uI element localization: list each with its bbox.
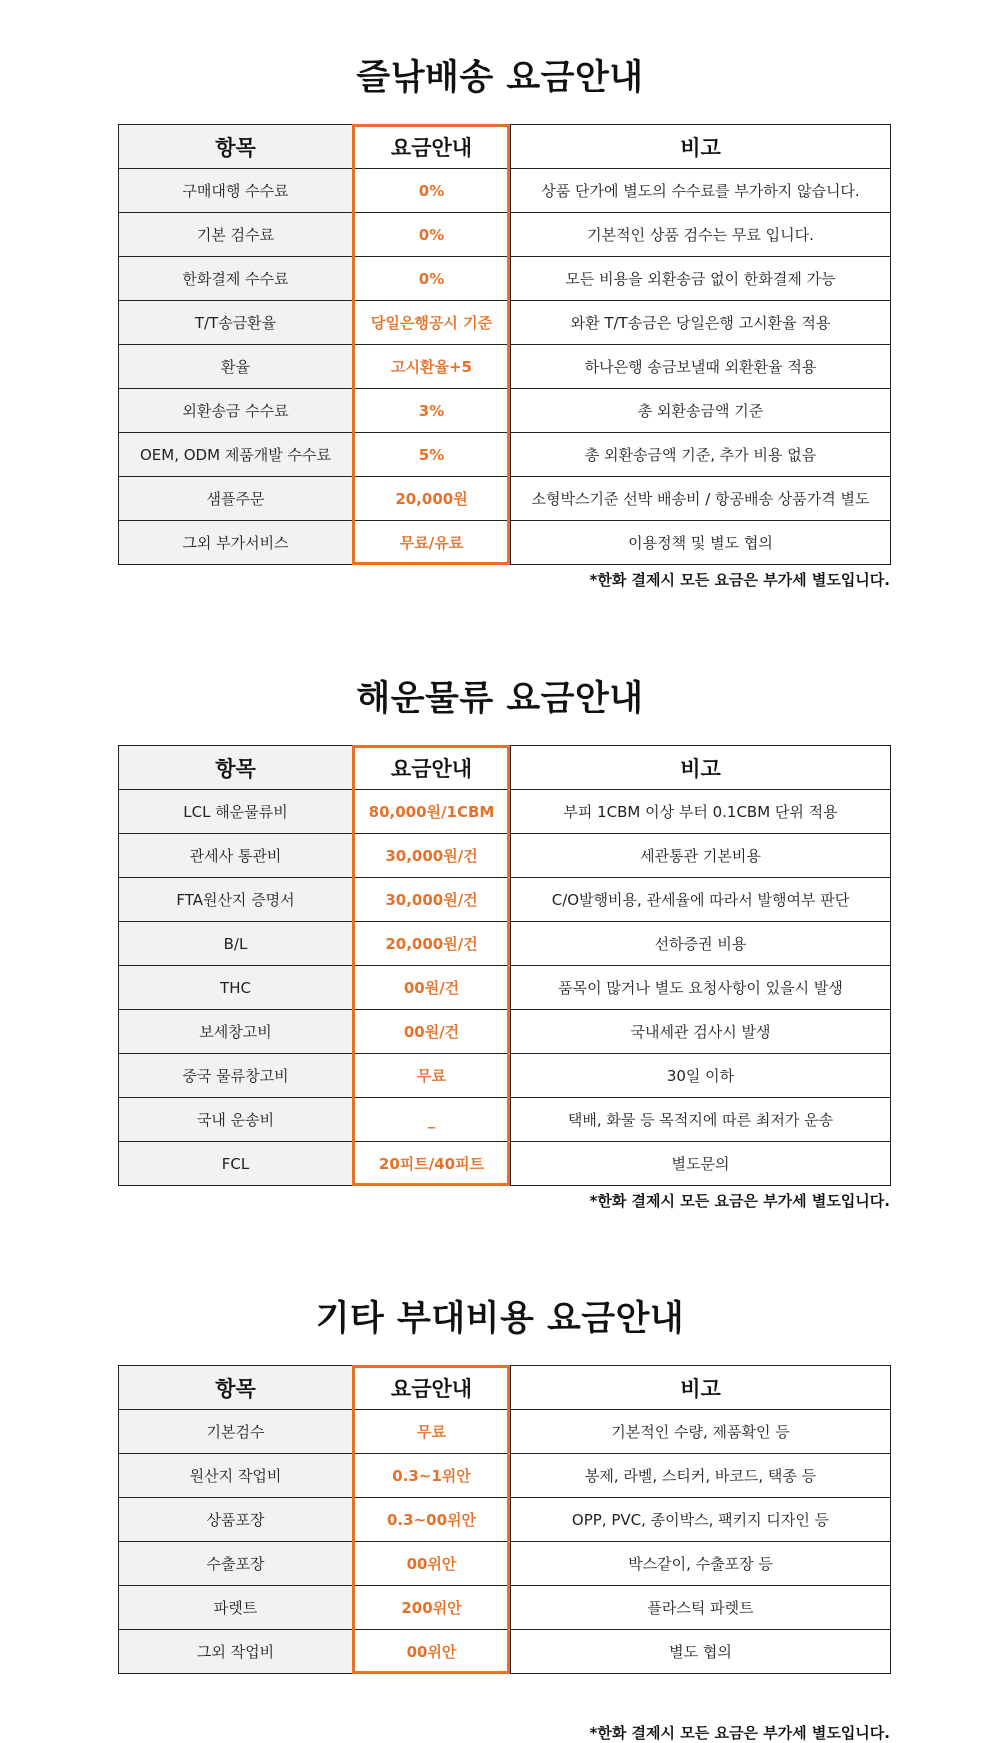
- row-note-cell: 플라스틱 파렛트: [511, 1586, 891, 1630]
- table-header-row: [119, 746, 891, 790]
- row-item-cell: 파렛트: [119, 1586, 353, 1630]
- table-row: [119, 433, 891, 477]
- row-price-cell: 0%: [353, 169, 511, 213]
- row-price-cell: 5%: [353, 433, 511, 477]
- row-price-cell: 0.3~00위안: [353, 1498, 511, 1542]
- extra-costs-title: 기타 부대비용 요금안내: [315, 1299, 685, 1339]
- row-price-cell: 00원/건: [353, 966, 511, 1010]
- row-note-cell: 별도문의: [511, 1142, 891, 1186]
- row-item-cell: 보세창고비: [119, 1010, 353, 1054]
- row-price-cell: 00위안: [353, 1542, 511, 1586]
- row-price-cell: 무료: [353, 1410, 511, 1454]
- table-row: [119, 1010, 891, 1054]
- row-note-cell: OPP, PVC, 종이박스, 팩키지 디자인 등: [511, 1498, 891, 1542]
- row-price-cell: 20,000원/건: [353, 922, 511, 966]
- row-item-cell: 구매대행 수수료: [119, 169, 353, 213]
- row-note-cell: 박스같이, 수출포장 등: [511, 1542, 891, 1586]
- row-price-cell: 80,000원/1CBM: [353, 790, 511, 834]
- row-item-cell: 중국 물류창고비: [119, 1054, 353, 1098]
- row-item-cell: 외환송금 수수료: [119, 389, 353, 433]
- row-note-cell: 소형박스기준 선박 배송비 / 항공배송 상품가격 별도: [511, 477, 891, 521]
- row-item-cell: LCL 해운물류비: [119, 790, 353, 834]
- row-note-cell: 상품 단가에 별도의 수수료를 부가하지 않습니다.: [511, 169, 891, 213]
- row-note-cell: 봉제, 라벨, 스티커, 바코드, 택종 등: [511, 1454, 891, 1498]
- row-item-cell: 수출포장: [119, 1542, 353, 1586]
- table-header-row: [119, 1366, 891, 1410]
- jeulnak-shipping-table: [118, 124, 891, 565]
- row-note-cell: C/O발행비용, 관세율에 따라서 발행여부 판단: [511, 878, 891, 922]
- row-price-cell: 20,000원: [353, 477, 511, 521]
- row-item-cell: 국내 운송비: [119, 1098, 353, 1142]
- row-price-cell: 0.3~1위안: [353, 1454, 511, 1498]
- row-note-cell: 국내세관 검사시 발생: [511, 1010, 891, 1054]
- row-note-cell: 기본적인 수량, 제품확인 등: [511, 1410, 891, 1454]
- row-price-cell: 200위안: [353, 1586, 511, 1630]
- table-row: [119, 966, 891, 1010]
- sea-logistics-table: [118, 745, 891, 1186]
- row-note-cell: 총 외환송금액 기준, 추가 비용 없음: [511, 433, 891, 477]
- row-note-cell: 세관통관 기본비용: [511, 834, 891, 878]
- row-note-cell: 품목이 많거나 별도 요청사항이 있을시 발생: [511, 966, 891, 1010]
- table-row: [119, 477, 891, 521]
- row-price-cell: 0%: [353, 213, 511, 257]
- row-item-cell: B/L: [119, 922, 353, 966]
- column-header-price: 요금안내: [353, 1366, 511, 1410]
- column-header-item: 항목: [119, 746, 353, 790]
- table-row: [119, 1410, 891, 1454]
- column-header-note: 비고: [511, 746, 891, 790]
- column-header-price: 요금안내: [353, 746, 511, 790]
- row-price-cell: _: [353, 1098, 511, 1142]
- table-row: [119, 169, 891, 213]
- row-note-cell: 별도 협의: [511, 1630, 891, 1674]
- table-row: [119, 834, 891, 878]
- row-note-cell: 30일 이하: [511, 1054, 891, 1098]
- sea-logistics-table-wrap: [118, 745, 890, 1186]
- column-header-item: 항목: [119, 1366, 353, 1410]
- column-header-note: 비고: [511, 1366, 891, 1410]
- row-item-cell: 관세사 통관비: [119, 834, 353, 878]
- table-row: [119, 1098, 891, 1142]
- row-item-cell: FCL: [119, 1142, 353, 1186]
- row-price-cell: 00위안: [353, 1630, 511, 1674]
- row-note-cell: 하나은행 송금보낼때 외환환율 적용: [511, 345, 891, 389]
- row-price-cell: 당일은행공시 기준: [353, 301, 511, 345]
- row-item-cell: 그외 작업비: [119, 1630, 353, 1674]
- table-row: [119, 1630, 891, 1674]
- table-row: [119, 922, 891, 966]
- row-price-cell: 0%: [353, 257, 511, 301]
- row-item-cell: 한화결제 수수료: [119, 257, 353, 301]
- row-price-cell: 30,000원/건: [353, 834, 511, 878]
- column-header-item: 항목: [119, 125, 353, 169]
- jeulnak-shipping-title: 즐낚배송 요금안내: [356, 58, 644, 98]
- vat-note: *한화 결제시 모든 요금은 부가세 별도입니다.: [589, 1192, 890, 1210]
- row-note-cell: 이용정책 및 별도 협의: [511, 521, 891, 565]
- row-item-cell: OEM, ODM 제품개발 수수료: [119, 433, 353, 477]
- table-row: [119, 1586, 891, 1630]
- jeulnak-shipping-section: [0, 52, 1000, 589]
- row-price-cell: 고시환율+5: [353, 345, 511, 389]
- table-row: [119, 1142, 891, 1186]
- sea-logistics-section: [0, 673, 1000, 1210]
- row-note-cell: 모든 비용을 외환송금 없이 한화결제 가능: [511, 257, 891, 301]
- row-note-cell: 총 외환송금액 기준: [511, 389, 891, 433]
- row-price-cell: 3%: [353, 389, 511, 433]
- table-row: [119, 1054, 891, 1098]
- vat-note: *한화 결제시 모든 요금은 부가세 별도입니다.: [589, 1724, 890, 1742]
- column-header-note: 비고: [511, 125, 891, 169]
- row-item-cell: 환율: [119, 345, 353, 389]
- row-price-cell: 30,000원/건: [353, 878, 511, 922]
- row-item-cell: THC: [119, 966, 353, 1010]
- row-item-cell: 기본 검수료: [119, 213, 353, 257]
- row-price-cell: 무료/유료: [353, 521, 511, 565]
- row-note-cell: 와환 T/T송금은 당일은행 고시환율 적용: [511, 301, 891, 345]
- row-note-cell: 부피 1CBM 이상 부터 0.1CBM 단위 적용: [511, 790, 891, 834]
- table-row: [119, 1498, 891, 1542]
- row-note-cell: 선하증권 비용: [511, 922, 891, 966]
- row-item-cell: 샘플주문: [119, 477, 353, 521]
- table-row: [119, 301, 891, 345]
- table-row: [119, 213, 891, 257]
- table-row: [119, 878, 891, 922]
- row-price-cell: 무료: [353, 1054, 511, 1098]
- sea-logistics-title: 해운물류 요금안내: [356, 679, 644, 719]
- table-row: [119, 389, 891, 433]
- column-header-price: 요금안내: [353, 125, 511, 169]
- extra-costs-section: [0, 1293, 1000, 1742]
- extra-costs-table-wrap: [118, 1365, 890, 1674]
- extra-costs-table: [118, 1365, 891, 1674]
- row-item-cell: 상품포장: [119, 1498, 353, 1542]
- table-row: [119, 790, 891, 834]
- table-row: [119, 521, 891, 565]
- table-row: [119, 345, 891, 389]
- table-row: [119, 1454, 891, 1498]
- row-item-cell: T/T송금환율: [119, 301, 353, 345]
- row-note-cell: 기본적인 상품 검수는 무료 입니다.: [511, 213, 891, 257]
- row-item-cell: 그외 부가서비스: [119, 521, 353, 565]
- table-header-row: [119, 125, 891, 169]
- jeulnak-shipping-table-wrap: [118, 124, 890, 565]
- row-item-cell: 기본검수: [119, 1410, 353, 1454]
- row-note-cell: 택배, 화물 등 목적지에 따른 최저가 운송: [511, 1098, 891, 1142]
- row-item-cell: 원산지 작업비: [119, 1454, 353, 1498]
- row-price-cell: 20피트/40피트: [353, 1142, 511, 1186]
- row-item-cell: FTA원산지 증명서: [119, 878, 353, 922]
- row-price-cell: 00원/건: [353, 1010, 511, 1054]
- table-row: [119, 1542, 891, 1586]
- vat-note: *한화 결제시 모든 요금은 부가세 별도입니다.: [589, 571, 890, 589]
- table-row: [119, 257, 891, 301]
